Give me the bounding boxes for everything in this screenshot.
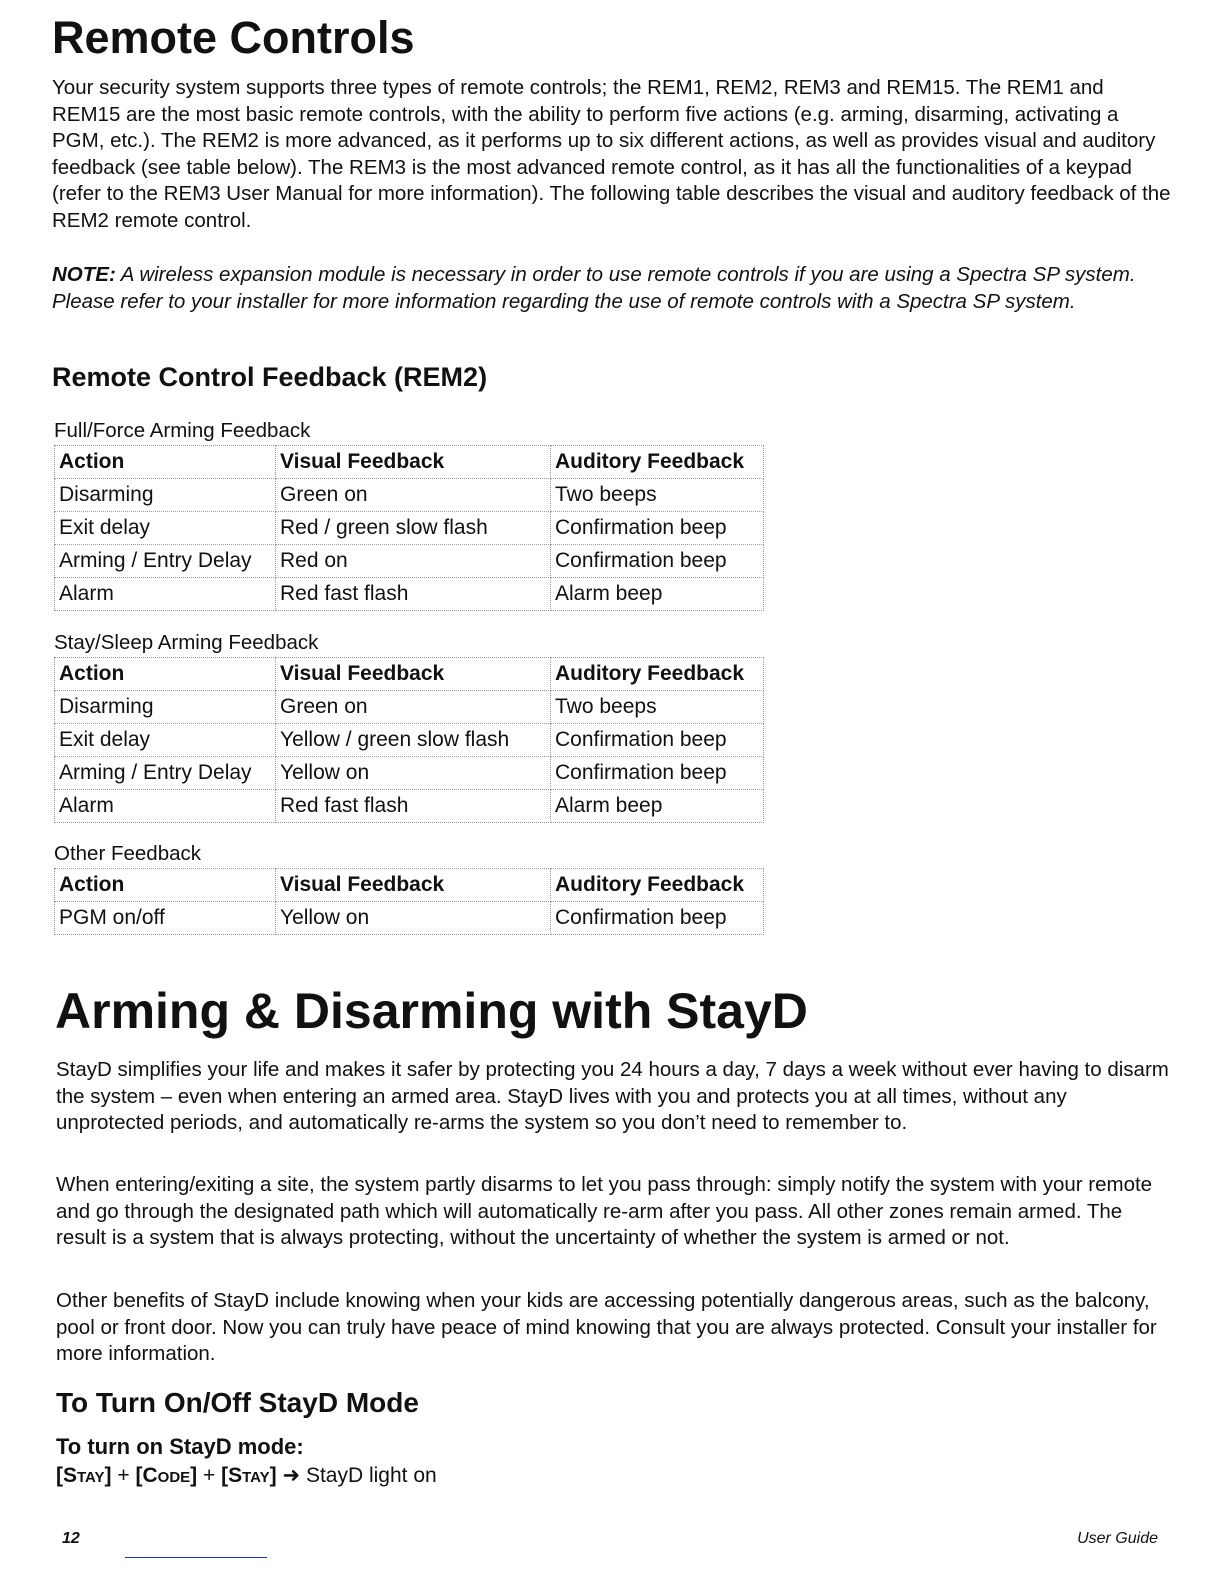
column-header: Action (55, 658, 276, 691)
table-caption: Other Feedback (54, 842, 201, 865)
stayd-title: Arming & Disarming with StayD (55, 983, 808, 1039)
table-cell: Confirmation beep (551, 902, 764, 935)
key-stay: Stay (63, 1464, 105, 1487)
table-header-row (55, 869, 764, 902)
key-code: Code (142, 1464, 191, 1487)
footer-line (125, 1557, 267, 1558)
table-header-row (55, 658, 764, 691)
table-cell: Red fast flash (276, 790, 551, 823)
column-header: Visual Feedback (276, 658, 551, 691)
table-cell: Confirmation beep (551, 757, 764, 790)
table-cell: Yellow on (276, 902, 551, 935)
table-cell: Alarm beep (551, 578, 764, 611)
table-cell: Exit delay (55, 724, 276, 757)
mode-heading: To Turn On/Off StayD Mode (56, 1387, 419, 1418)
table-cell: Disarming (55, 691, 276, 724)
column-header: Auditory Feedback (551, 869, 764, 902)
footer-label: User Guide (1077, 1530, 1158, 1547)
feedback-table (54, 445, 764, 611)
stayd-paragraph-2: When entering/exiting a site, the system partly disarms to let you pass through: simply notify the system with your remote and go through the designated path which will automatically re-arm after you pass. All other zones remain armed. The result is a system that is always protecting, without the uncertainty of whether the system is armed or not. (56, 1173, 1153, 1249)
sequence-result: StayD light on (305, 1464, 437, 1487)
table-cell: Alarm beep (551, 790, 764, 823)
table-cell: Confirmation beep (551, 545, 764, 578)
table-cell: Alarm (55, 790, 276, 823)
table-row (55, 512, 764, 545)
table-cell: Exit delay (55, 512, 276, 545)
page-number: 12 (62, 1530, 80, 1547)
column-header: Auditory Feedback (551, 658, 764, 691)
column-header: Action (55, 446, 276, 479)
table-cell: Yellow on (276, 757, 551, 790)
feedback-table (54, 657, 764, 823)
table-cell: Yellow / green slow flash (276, 724, 551, 757)
table-row (55, 790, 764, 823)
table-row (55, 479, 764, 512)
turn-on-heading: To turn on StayD mode: (56, 1434, 304, 1459)
page-title: Remote Controls (52, 12, 415, 63)
plus: + (203, 1464, 216, 1487)
table-caption: Stay/Sleep Arming Feedback (54, 631, 319, 654)
key-sequence: [Stay] + [Code] + [Stay] ➜ StayD light on (56, 1464, 437, 1487)
stayd-paragraph-3: Other benefits of StayD include knowing when your kids are accessing potentially dangerous areas, such as the balcony, pool or front door. Now you can truly have peace of mind knowing that you are always protected. Consult your installer for more information. (56, 1289, 1157, 1365)
feedback-heading: Remote Control Feedback (REM2) (52, 362, 488, 392)
table-caption: Full/Force Arming Feedback (54, 419, 311, 442)
table-cell: Disarming (55, 479, 276, 512)
table-row (55, 902, 764, 935)
column-header: Visual Feedback (276, 446, 551, 479)
table-cell: Red on (276, 545, 551, 578)
feedback-table (54, 868, 764, 935)
table-cell: Arming / Entry Delay (55, 545, 276, 578)
table-row (55, 578, 764, 611)
table-cell: Red / green slow flash (276, 512, 551, 545)
table-row (55, 724, 764, 757)
table-row (55, 545, 764, 578)
table-row (55, 691, 764, 724)
table-row (55, 757, 764, 790)
column-header: Action (55, 869, 276, 902)
table-cell: Confirmation beep (551, 724, 764, 757)
note-text: A wireless expansion module is necessary in order to use remote controls if you are using a Spectra SP system. Please refer to your installer for more information regarding the use of remote controls with a Spectra SP system. (52, 263, 1136, 313)
table-cell: Confirmation beep (551, 512, 764, 545)
arrow-right-icon: ➜ (282, 1464, 301, 1487)
table-full-force (54, 419, 764, 611)
table-cell: Green on (276, 479, 551, 512)
plus: + (117, 1464, 130, 1487)
table-cell: PGM on/off (55, 902, 276, 935)
table-cell: Arming / Entry Delay (55, 757, 276, 790)
note-paragraph (52, 262, 1172, 315)
table-cell: Alarm (55, 578, 276, 611)
note-label: NOTE: (52, 263, 116, 286)
table-other (54, 842, 764, 935)
column-header: Visual Feedback (276, 869, 551, 902)
table-cell: Two beeps (551, 479, 764, 512)
intro-paragraph: Your security system supports three types of remote controls; the REM1, REM2, REM3 and REM15. The REM1 and REM15 are the most basic remote controls, with the ability to perform five actions (e.g. arming, disarming, activating a PGM, etc.). The REM2 is more advanced, as it performs up to six different actions, as well as provides visual and auditory feedback (see table below). The REM3 is the most advanced remote control, as it has all the functionalities of a keypad (refer to the REM3 User Manual for more information). The following table describes the visual and auditory feedback of the REM2 remote control. (52, 76, 1171, 232)
stayd-paragraph-1: StayD simplifies your life and makes it safer by protecting you 24 hours a day, 7 days a week without ever having to disarm the system – even when entering an armed area. StayD lives with you and protects you at all times, without any unprotected periods, and automatically re-arms the system so you don’t need to remember to. (56, 1058, 1169, 1134)
table-header-row (55, 446, 764, 479)
table-stay-sleep (54, 631, 764, 823)
table-cell: Two beeps (551, 691, 764, 724)
table-cell: Red fast flash (276, 578, 551, 611)
column-header: Auditory Feedback (551, 446, 764, 479)
table-cell: Green on (276, 691, 551, 724)
key-stay: Stay (228, 1464, 270, 1487)
